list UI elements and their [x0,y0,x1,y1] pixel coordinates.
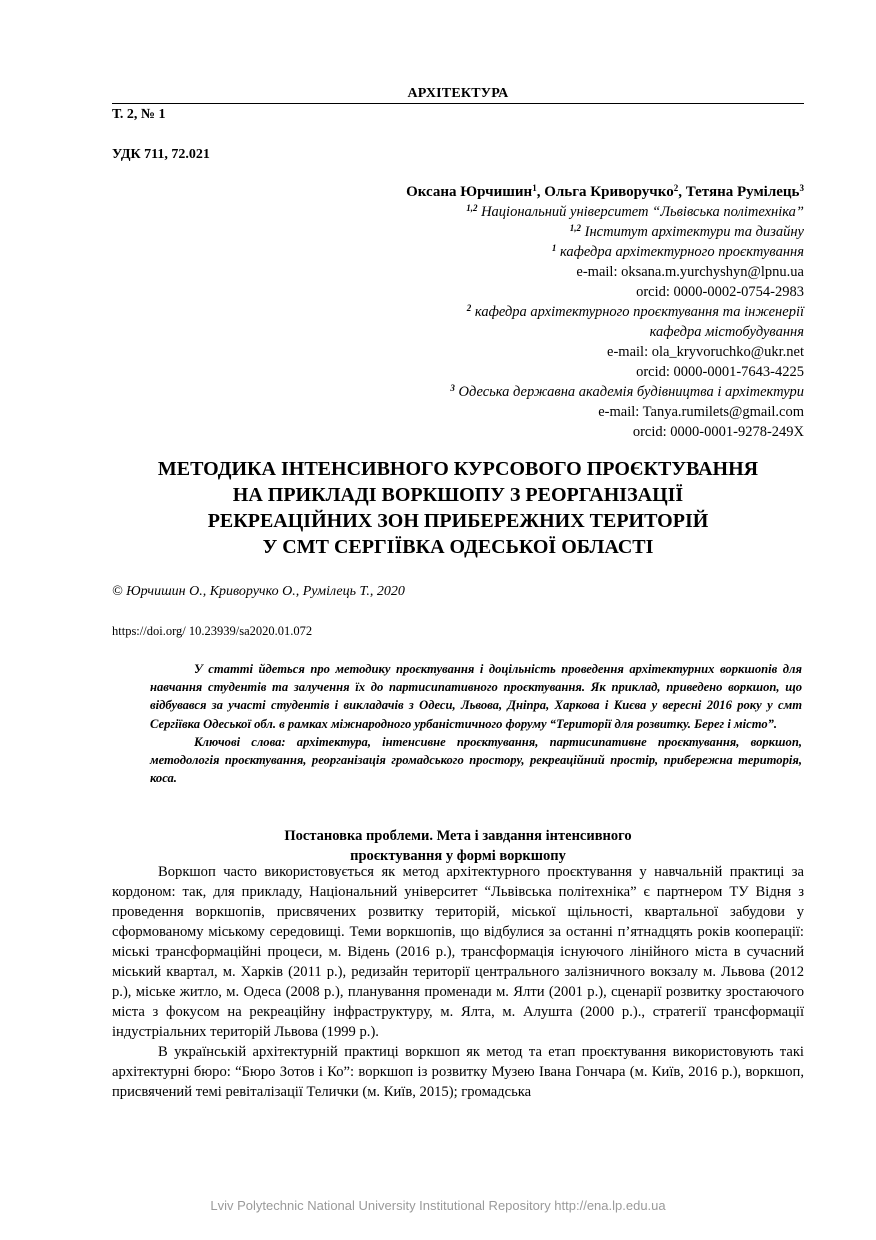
doi-link[interactable]: https://doi.org/ 10.23939/sa2020.01.072 [112,624,313,638]
affiliation-sup: 3 [450,383,455,393]
author-names [406,182,804,202]
email-author-1[interactable]: e-mail: oksana.m.yurchyshyn@lpnu.ua [576,264,804,280]
author-separator: , [536,184,545,200]
title-line: У СМТ СЕРГІЇВКА ОДЕСЬКОЇ ОБЛАСТІ [262,536,654,558]
affiliation-text: кафедра архітектурного проєктування та інженерії [474,304,804,320]
abstract [150,660,802,787]
body-paragraph: Воркшоп часто використовується як метод архітектурного проєктування у навчальній практиці за кордоном: так, для прикладу, Національний університет “Львівська політехніка” є партнером ТУ Відня з проведення воркшопів, присвячених розвитку територій, міської щільності, квартальної забудови у сформованому міському середовищі. Теми воркшопів, що відбулися за останні п’ятнадцять років кооперації: міські трансформаційні процеси, м. Відень (2016 р.), трансформація існуючого лінійного міста в сучасний міський квартал, м. Харків (2011 р.), редизайн території центрального залізничного вокзалу м. Львова (2012 р.), міське житло, м. Одеса (2008 р.), планування променади м. Ялти (2001 р.), сценарії розвитку зростаючого міста з фокусом на рекреаційну інфраструктуру, м. Ялта, м. Алушта (2000 р.)., стратегії трансформації індустріальних територій Львова (1999 р.). [112,864,804,1040]
affiliation-text: кафедра архітектурного проєктування [559,244,804,260]
body-text [112,862,804,1102]
title-line: МЕТОДИКА ІНТЕНСИВНОГО КУРСОВОГО ПРОЄКТУВАННЯ [157,458,759,480]
orcid-author-1: orcid: 0000-0002-0754-2983 [636,284,804,300]
affiliation-sup: 1,2 [466,203,478,213]
title-line: НА ПРИКЛАДІ ВОРКШОПУ З РЕОРГАНІЗАЦІЇ [232,484,684,506]
email-author-3[interactable]: e-mail: Tanya.rumilets@gmail.com [598,404,804,420]
title-line: РЕКРЕАЦІЙНИХ ЗОН ПРИБЕРЕЖНИХ ТЕРИТОРІЙ [207,510,709,532]
abstract-text: У статті йдеться про методику проєктування і доцільність проведення архітектурних воркшопів для навчання студентів та залучення їх до партисипативного проєктування. Як приклад, приведено воркшоп, що відбувався за участі студентів і викладачів з Одеси, Львова, Дніпра, Харкова і Києва у вересні 2016 року у смт Сергіївка Одеської обл. в рамках міжнародного урбаністичного форуму “Території для розвитку. Берег і місто”. [150,662,802,731]
body-paragraph: В українській архітектурній практиці воркшоп як метод та етап проєктування використовують такі архітектурні бюро: “Бюро Зотов і Ко”: воркшоп із розвитку Музею Івана Гончара (м. Київ, 2016 р.), воркшоп, присвячений темі ревіталізації Телички (м. Київ, 2015); громадська [112,1044,804,1100]
copyright-notice: © Юрчишин О., Криворучко О., Румілець Т., 2020 [112,584,405,599]
author-block [406,182,804,442]
affiliation-sup: 2 [466,303,472,313]
author-1-sup: 1 [532,183,537,193]
affiliation-sup: 1,2 [569,223,581,233]
orcid-author-2: orcid: 0000-0001-7643-4225 [636,364,804,380]
author-separator: , [678,184,686,200]
section-heading-line: Постановка проблеми. Мета і завдання інтенсивного [284,828,632,844]
repository-footer: Lviv Polytechnic National University Institutional Repository http://ena.lp.edu.ua [210,1198,666,1213]
affiliation-institute [406,222,804,242]
affiliation-text: Інститут архітектури та дизайну [584,224,804,240]
affiliation-department-2 [406,302,804,322]
running-head-title: АРХІТЕКТУРА [407,86,509,101]
section-heading [112,826,804,866]
affiliation-university [406,202,804,222]
author-2-name: Ольга Криворучко [544,184,674,200]
orcid-author-3: orcid: 0000-0001-9278-249X [632,424,804,440]
volume-number: Т. 2, № 1 [112,107,166,122]
author-1-name: Оксана Юрчишин [406,184,533,200]
header-rule [112,103,804,104]
keywords: Ключові слова: архітектура, інтенсивне проєктування, партисипативне проєктування, воркшоп, методологія проєктування, реорганізація громадського простору, рекреаційний простір, прибережна територія, коса. [150,734,802,786]
affiliation-text: Національний університет “Львівська політехніка” [481,204,804,220]
paper-title [112,456,804,560]
author-3-sup: 3 [799,183,804,193]
affiliation-academy [406,382,804,402]
udk-code: УДК 711, 72.021 [112,147,210,162]
affiliation-department-3: кафедра містобудування [649,324,804,340]
section-heading-line: проєктування у формі воркшопу [350,848,566,864]
email-author-2[interactable]: e-mail: ola_kryvoruchko@ukr.net [607,344,804,360]
affiliation-department-1 [406,242,804,262]
affiliation-sup: 1 [551,243,557,253]
affiliation-text: Одеська державна академія будівництва і архітектури [458,384,804,400]
author-2-sup: 2 [673,183,679,193]
author-3-name: Тетяна Румілець [685,184,800,200]
